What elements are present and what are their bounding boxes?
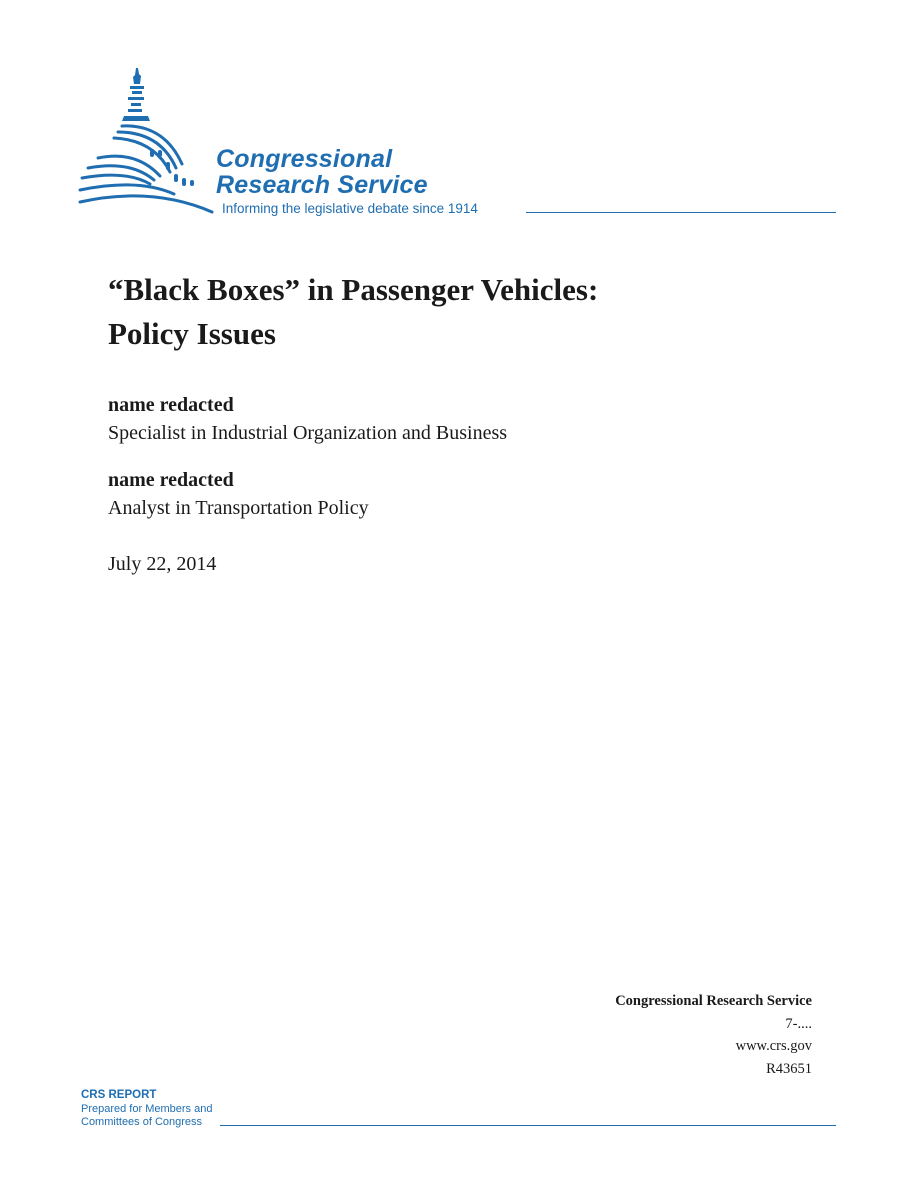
organization-tagline: Informing the legislative debate since 1914 (222, 201, 478, 216)
organization-name-line-2: Research Service (216, 171, 428, 199)
footer-label-line-2: Prepared for Members and (81, 1102, 213, 1115)
author-role: Specialist in Industrial Organization and Business (108, 422, 508, 444)
organization-name-line-1: Congressional (216, 145, 393, 173)
contact-phone: 7-.... (785, 1015, 812, 1032)
author-block (108, 466, 369, 522)
footer-divider (220, 1125, 836, 1126)
report-date: July 22, 2014 (108, 553, 217, 575)
report-title (108, 268, 828, 356)
contact-website: www.crs.gov (735, 1038, 812, 1054)
contact-organization: Congressional Research Service (615, 993, 812, 1009)
report-number: R43651 (766, 1060, 812, 1077)
footer-label-title: CRS REPORT (81, 1089, 157, 1101)
footer-label-line-3: Committees of Congress (81, 1116, 203, 1128)
organization-name (216, 146, 428, 198)
author-name: name redacted (108, 394, 234, 416)
author-block (108, 391, 507, 447)
report-title-line-2: Policy Issues (108, 316, 276, 351)
author-name: name redacted (108, 469, 234, 491)
report-title-line-1: “Black Boxes” in Passenger Vehicles: (108, 272, 599, 307)
author-role: Analyst in Transportation Policy (108, 497, 369, 519)
header-divider (526, 212, 836, 213)
contact-block (615, 990, 812, 1080)
footer-label (81, 1089, 212, 1130)
capitol-dome-icon (78, 66, 228, 218)
